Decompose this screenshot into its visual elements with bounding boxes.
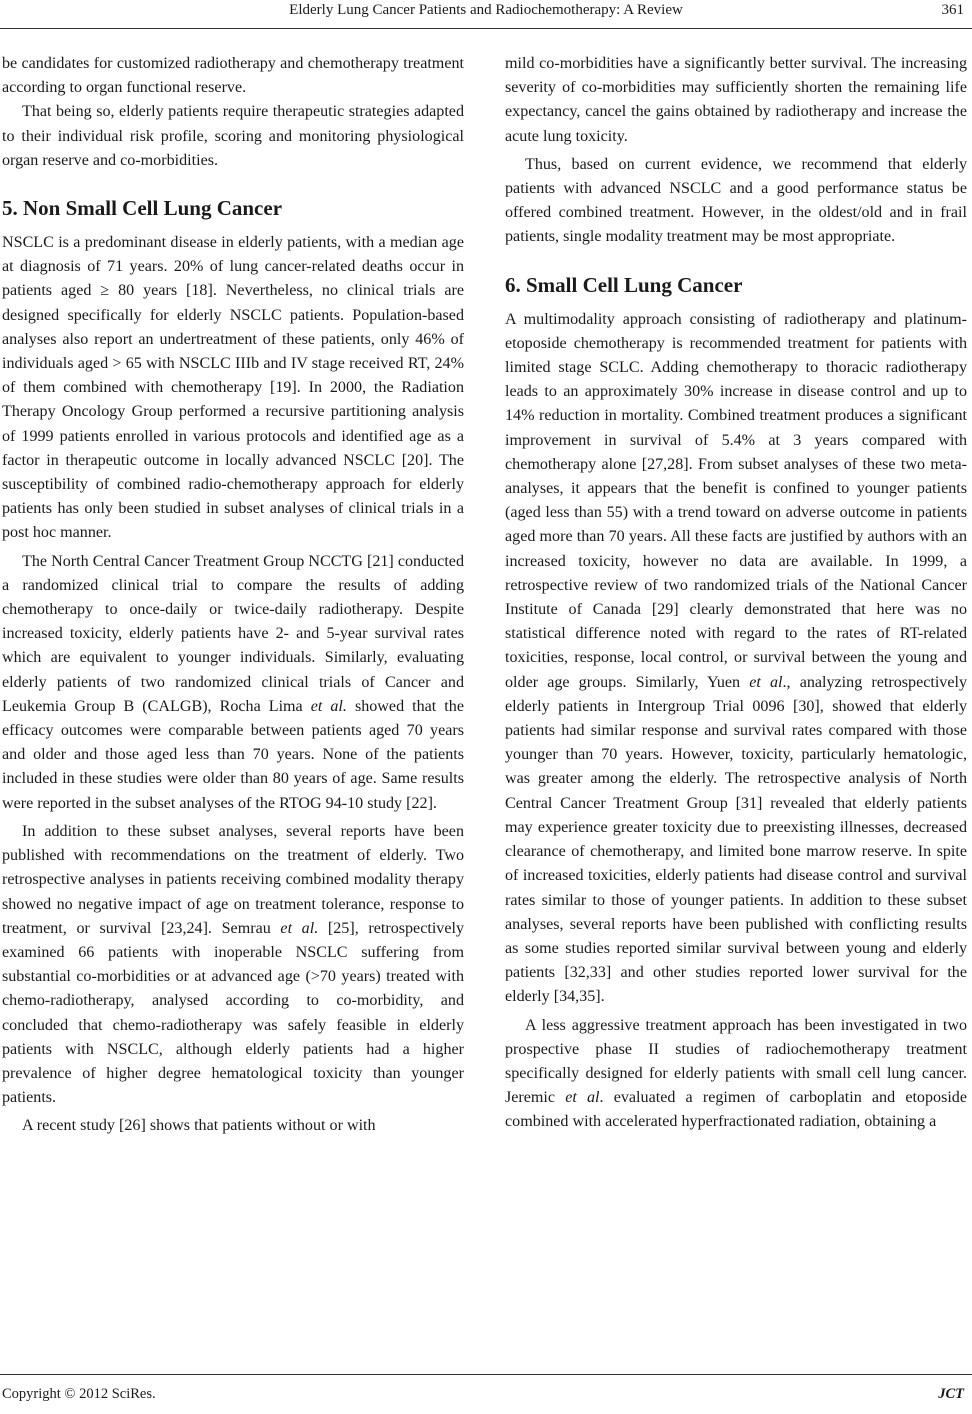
paragraph: be candidates for customized radiotherapy and chemotherapy treatment according to organ functional reserve.: [2, 55, 464, 97]
text-run: In addition to these subset analyses, several reports have been published with recommendations on the treatment of elderly. Two retrospective analyses in patients receiving combined modality therapy showed no negative impact of age on treatment tolerance, response to treatment, or survival [23,24]. Semrau: [2, 822, 464, 937]
running-title: Elderly Lung Cancer Patients and Radiochemotherapy: A Review: [289, 2, 683, 18]
italic-run: et al.: [310, 697, 347, 715]
journal-abbreviation: JCT: [938, 1386, 964, 1402]
paragraph: Thus, based on current evidence, we recommend that elderly patients with advanced NSCLC and a good performance status be offered combined treatment. However, in the oldest/old and in frail patients, single modality treatment may be most appropriate.: [505, 155, 967, 246]
paragraph: That being so, elderly patients require therapeutic strategies adapted to their individual risk profile, scoring and monitoring physiological organ reserve and co-morbidities.: [2, 103, 464, 169]
italic-run: et al: [749, 673, 783, 691]
section-heading-nsclc: 5. Non Small Cell Lung Cancer: [2, 196, 283, 221]
page-number: 361: [941, 2, 964, 18]
text-run: ., analyzing retrospectively elderly patients in Intergroup Trial 0096 [30], showed that elderly patients had similar response and survival rates compared with those younger than 70 years. However, toxicity, particularly hematologic, was greater among the elderly. The retrospective analysis of North Central Cancer Treatment Group [31] revealed that elderly patients may experience greater toxicity due to preexisting illnesses, decreased clearance of chemotherapy, and limited bone marrow reserve. In spite of increased toxicities, elderly patients had disease control and survival rates similar to those of younger patients. In addition to these subset analyses, several reports have been published with conflicting results as some studies reported similar survival between young and elderly patients [32,33] and other studies reported lower survival for the elderly [34,35].: [505, 673, 968, 1006]
copyright-notice: Copyright © 2012 SciRes.: [2, 1386, 156, 1402]
paragraph: [2, 550, 464, 816]
paragraph: [505, 308, 967, 1010]
text-run: [25], retrospectively examined 66 patients with inoperable NSCLC suffering from substantial co-morbidities or at advanced age (>70 years) treated with chemo-radiotherapy, analysed according to co-morbidity, and concluded that chemo-radiotherapy was safely feasible in elderly patients with NSCLC, although elderly patients had a higher prevalence of higher degree hematological toxicity than younger patients.: [2, 919, 464, 1107]
text-run: A multimodality approach consisting of radiotherapy and platinum-etoposide chemotherapy is recommended treatment for patients with limited stage SCLC. Adding chemotherapy to thoracic radiotherapy leads to an approximately 30% increase in disease control and up to 14% reduction in mortality. Combined treatment produces a significant improvement in survival of 5.4% at 3 years compared with chemotherapy alone [27,28]. From subset analyses of these two meta-analyses, it appears that the benefit is confined to younger patients (aged less than 55) with a trend toward on adverse outcome in patients aged more than 70 years. All these facts are justified by authors with an increased toxicity, however no data are available. In 1999, a retrospective review of two randomized trials of the National Cancer Institute of Canada [29] clearly demonstrated that here was no statistical difference noted with regard to the rates of RT-related toxicities, response, local control, or survival between the young and older age groups. Similarly, Yuen: [505, 310, 967, 691]
text-run: The North Central Cancer Treatment Group NCCTG [21] conducted a randomized clinical trial to compare the results of adding chemotherapy to once-daily or twice-daily radiotherapy. Despite increased toxicity, elderly patients have 2- and 5-year survival rates which are equivalent to younger individuals. Similarly, evaluating elderly patients of two randomized clinical trials of Cancer and Leukemia Group B (CALGB), Rocha Lima: [2, 552, 464, 715]
paragraph: A recent study [26] shows that patients without or with: [22, 1117, 376, 1135]
section-heading-sclc: 6. Small Cell Lung Cancer: [505, 272, 743, 297]
italic-run: et al.: [280, 919, 319, 937]
italic-run: et al: [565, 1089, 600, 1107]
text-run: . evaluated a regimen of carboplatin and etoposide combined with accelerated hyperfractionated radiation, obtaining a: [505, 1089, 967, 1131]
header-rule: [0, 28, 972, 29]
paragraph: mild co-morbidities have a significantly better survival. The increasing severity of co-morbidities may sufficiently shorten the remaining life expectancy, cancel the gains obtained by radiotherapy and increase the acute lung toxicity.: [505, 55, 967, 145]
paragraph: [505, 1014, 967, 1135]
page-header: [0, 2, 972, 26]
paragraph: NSCLC is a predominant disease in elderly patients, with a median age at diagnosis of 71 years. 20% of lung cancer-related deaths occur in patients aged ≥ 80 years [18]. Nevertheless, no clinical trials are designed specifically for elderly NSCLC patients. Population-based analyses also report an undertreatment of these patients, only 46% of individuals aged > 65 with NSCLC IIIb and IV stage received RT, 24% of them combined with chemotherapy [19]. In 2000, the Radiation Therapy Oncology Group performed a recursive partitioning analysis of 1999 patients enrolled in various protocols and identified age as a factor in therapeutic outcome in locally advanced NSCLC [20]. The susceptibility of combined radio-chemotherapy approach for elderly patients has only been studied in subset analyses of clinical trials in a post hoc manner.: [2, 234, 464, 542]
text-run: showed that the efficacy outcomes were comparable between patients aged 70 years and older and those aged less than 70 years. None of the patients included in these studies were older than 80 years of age. Same results were reported in the subset analyses of the RTOG 94-10 study [22].: [2, 697, 464, 812]
text-run: A less aggressive treatment approach has been investigated in two prospective phase II studies of radiochemotherapy treatment specifically designed for elderly patients with small cell lung cancer. Jeremic: [505, 1016, 967, 1107]
paragraph: [2, 820, 464, 1110]
right-column: [505, 52, 967, 1135]
footer-rule: [0, 1374, 972, 1375]
left-column: [2, 52, 464, 1139]
